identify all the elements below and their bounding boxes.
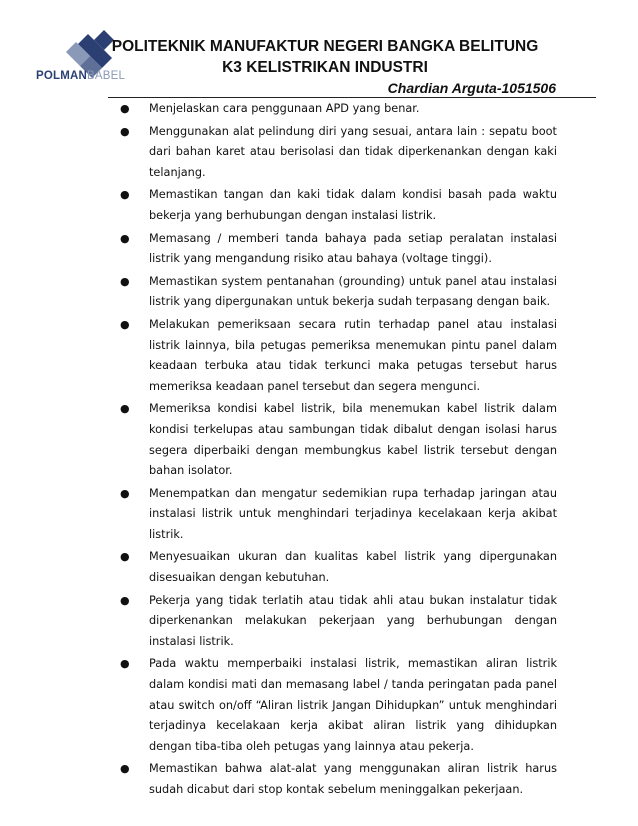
list-item [120, 547, 557, 588]
list-item-text: Menyesuaikan ukuran dan kualitas kabel listrik yang dipergunakan disesuaikan dengan kebutuhan. [149, 550, 557, 585]
document-header [0, 0, 638, 100]
list-item [120, 122, 557, 184]
list-item-text: Menempatkan dan mengatur sedemikian rupa terhadap jaringan atau instalasi listrik untuk menghindari terjadinya kecelakaan kerja akibat listrik. [149, 486, 557, 541]
bullet-dot-icon: ● [120, 124, 130, 138]
list-item [120, 185, 557, 226]
bullet-dot-icon: ● [120, 274, 130, 288]
bullet-dot-icon: ● [120, 550, 130, 564]
bullet-dot-icon: ● [120, 657, 130, 671]
list-item [120, 759, 557, 800]
bullet-dot-icon: ● [120, 762, 130, 776]
list-item [120, 591, 557, 653]
list-item [120, 399, 557, 481]
author-label: Chardian Arguta-1051506 [387, 80, 556, 96]
list-item-text: Menjelaskan cara penggunaan APD yang benar. [149, 102, 420, 115]
safety-steps-list [120, 99, 557, 801]
bullet-dot-icon: ● [120, 188, 130, 202]
list-item-text: Memasang / memberi tanda bahaya pada setiap peralatan instalasi listrik yang mengandung risiko atau bahaya (voltage tinggi). [149, 231, 557, 266]
list-item [120, 654, 557, 757]
list-item-text: Memeriksa kondisi kabel listrik, bila menemukan kabel listrik dalam kondisi terkelupas atau sambungan tidak dibalut dengan isolasi harus segera diperbaiki dengan membungkus kabel listrik tersebut dengan bahan isolator. [149, 402, 557, 478]
list-item [120, 229, 557, 270]
document-body [120, 99, 557, 803]
list-item-text: Melakukan pemeriksaan secara rutin terhadap panel atau instalasi listrik lainnya, bila petugas pemeriksa menemukan pintu panel dalam keadaan terbuka atau tidak terkunci maka petugas tersebut harus memeriksa keadaan panel tersebut dan segera mengunci. [149, 317, 557, 393]
institution-name: POLITEKNIK MANUFAKTUR NEGERI BANGKA BELITUNG [111, 38, 539, 55]
bullet-dot-icon: ● [120, 402, 130, 416]
list-item [120, 315, 557, 397]
header-divider [108, 97, 596, 98]
bullet-dot-icon: ● [120, 317, 130, 331]
list-item-text: Memastikan tangan dan kaki tidak dalam kondisi basah pada waktu bekerja yang berhubungan dengan instalasi listrik. [149, 188, 557, 222]
list-item [120, 99, 557, 120]
bullet-dot-icon: ● [120, 231, 130, 245]
bullet-dot-icon: ● [120, 102, 130, 115]
bullet-dot-icon: ● [120, 486, 130, 500]
logo-wordmark-bold: POLMAN [36, 70, 88, 82]
list-item-text: Memastikan system pentanahan (grounding) untuk panel atau instalasi listrik yang dipergunakan untuk bekerja sudah terpasang dengan baik. [149, 274, 557, 309]
list-item [120, 272, 557, 313]
list-item [120, 484, 557, 546]
course-title: K3 KELISTRIKAN INDUSTRI [222, 59, 428, 76]
list-item-text: Pekerja yang tidak terlatih atau tidak ahli atau bukan instalatur tidak diperkenankan melakukan pekerjaan yang berhubungan dengan instalasi listrik. [149, 593, 557, 648]
list-item-text: Pada waktu memperbaiki instalasi listrik, memastikan aliran listrik dalam kondisi mati dan memasang label / tanda peringatan pada panel atau switch on/off “Aliran listrik Jangan Dihidupkan” untuk menghindari terjadinya kecelakaan kerja akibat aliran listrik yang dihidupkan dengan tiba-tiba oleh petugas yang lainnya atau pekerja. [149, 657, 557, 753]
bullet-dot-icon: ● [120, 593, 130, 607]
logo-wordmark-light: BABEL [87, 70, 126, 82]
list-item-text: Menggunakan alat pelindung diri yang sesuai, antara lain : sepatu boot dari bahan karet atau berisolasi dan tidak diperkenankan dengan kaki telanjang. [149, 124, 557, 179]
list-item-text: Memastikan bahwa alat-alat yang menggunakan aliran listrik harus sudah dicabut dari stop kontak sebelum meninggalkan pekerjaan. [149, 762, 557, 796]
institution-title [110, 36, 540, 78]
